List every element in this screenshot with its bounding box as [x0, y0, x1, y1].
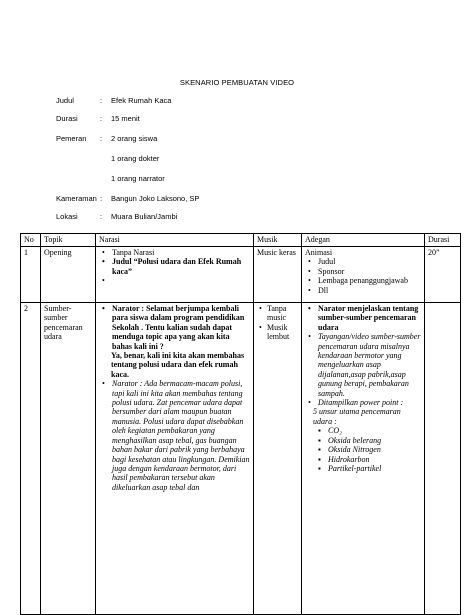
- header-narasi: Narasi: [96, 234, 254, 247]
- list-item: • Narator : Selamat berjumpa kembali para siswa dalam program pendidikan Sekolah . Tentu kalian sudah dapat menduga topic apa yang akan kita bahas kali ini ?: [112, 304, 250, 351]
- list-item: ▪ Partikel-partikel: [328, 464, 421, 473]
- info-colon: :: [100, 194, 103, 203]
- list-item: ▪ Oksida Nitrogen: [328, 445, 421, 454]
- list-item: • Sponsor: [318, 267, 421, 276]
- list-item: • Tanpa Narasi: [112, 248, 250, 257]
- list-item: • Lembaga penanggungjawab: [318, 276, 421, 285]
- cell-durasi: 20”: [425, 247, 461, 303]
- info-value: 15 menit: [111, 114, 140, 123]
- header-adegan: Adegan: [302, 234, 425, 247]
- info-value: Muara Bulian/Jambi: [111, 212, 178, 221]
- adegan-subtitle: 5 unsur utama pencemaran udara :: [313, 407, 401, 426]
- info-colon: :: [100, 212, 103, 221]
- info-label: Kameraman: [56, 194, 97, 203]
- info-pemeran-2: 1 orang dokter: [111, 154, 160, 163]
- cell-no: 1: [21, 247, 41, 303]
- info-label: Durasi: [56, 114, 78, 123]
- cell-no: 2: [21, 303, 41, 615]
- list-item: • Judul: [318, 257, 421, 266]
- list-item: • Dll: [318, 286, 421, 295]
- cell-musik: Music keras: [254, 247, 302, 303]
- list-item: • Tanpa music: [267, 304, 298, 323]
- table-header-row: [21, 234, 461, 247]
- header-topik: Topik: [41, 234, 96, 247]
- header-durasi: Durasi: [425, 234, 461, 247]
- table-row: [21, 303, 461, 615]
- info-value: 2 orang siswa: [111, 134, 158, 143]
- cell-topik: Sumber-sumber pencemaran udara: [41, 303, 96, 615]
- list-item: • Tayangan/video sumber-sumber pencemaran udara misalnya kendaraan bermotor yang mengeluarkan asap dijalanan,asap pabrik,asap gunung berapi, pembakaran sampah.: [318, 332, 421, 398]
- header-no: No: [21, 234, 41, 247]
- scenario-table: [20, 233, 461, 615]
- list-item: • Judul “Polusi udara dan Efek Rumah kaca”: [112, 257, 250, 276]
- info-colon: :: [100, 96, 103, 105]
- list-item: ▪ Hidrokarbon: [328, 455, 421, 464]
- cell-narasi: [96, 303, 254, 615]
- info-value: Efek Rumah Kaca: [111, 96, 172, 105]
- list-item: ▪ Oksida belerang: [328, 436, 421, 445]
- adegan-title: Animasi: [305, 248, 333, 257]
- cell-narasi: [96, 247, 254, 303]
- list-item: • Narator menjelaskan tentang sumber-sumber pencemaran udara: [318, 304, 421, 332]
- info-colon: :: [100, 134, 103, 143]
- cell-musik: [254, 303, 302, 615]
- table-row: [21, 247, 461, 303]
- list-item: ▪ CO₂: [328, 426, 421, 435]
- cell-adegan: [302, 247, 425, 303]
- info-label: Judul: [56, 96, 74, 105]
- info-pemeran-3: 1 orang narrator: [111, 174, 165, 183]
- cell-durasi: [425, 303, 461, 615]
- cell-topik: Opening: [41, 247, 96, 303]
- list-item: • Musik lembut: [267, 323, 298, 342]
- list-item: • Ditampilkan power point :: [318, 398, 421, 407]
- info-colon: :: [100, 114, 103, 123]
- info-label: Pemeran: [56, 134, 87, 143]
- list-item: • Narator : Ada bermacam-macam polusi, tapi kali ini kita akan membahas tentang polusi udara. Zat pencemar udara dapat bersumber dari alam maupun buatan manusia. Polusi udara dapat disebabkan oleh kegiatan pembakaran yang menghasilkan asap tebal, gas buangan bahan bakar dari pabrik yang berbahaya bagi kesehatan atau lingkungan. Demikian juga dengan kendaraan bermotor, dari hasil pembakaran tersebut akan dikeluarkan asap tebal dan: [112, 379, 250, 492]
- narasi-paragraph: Ya, benar, kali ini kita akan membahas tentang polusi udara dan efek rumah kaca.: [111, 351, 245, 379]
- header-musik: Musik: [254, 234, 302, 247]
- info-label: Lokasi: [56, 212, 78, 221]
- document-title: SKENARIO PEMBUATAN VIDEO: [179, 78, 295, 87]
- info-value: Bangun Joko Laksono, SP: [111, 194, 200, 203]
- cell-adegan: [302, 303, 425, 615]
